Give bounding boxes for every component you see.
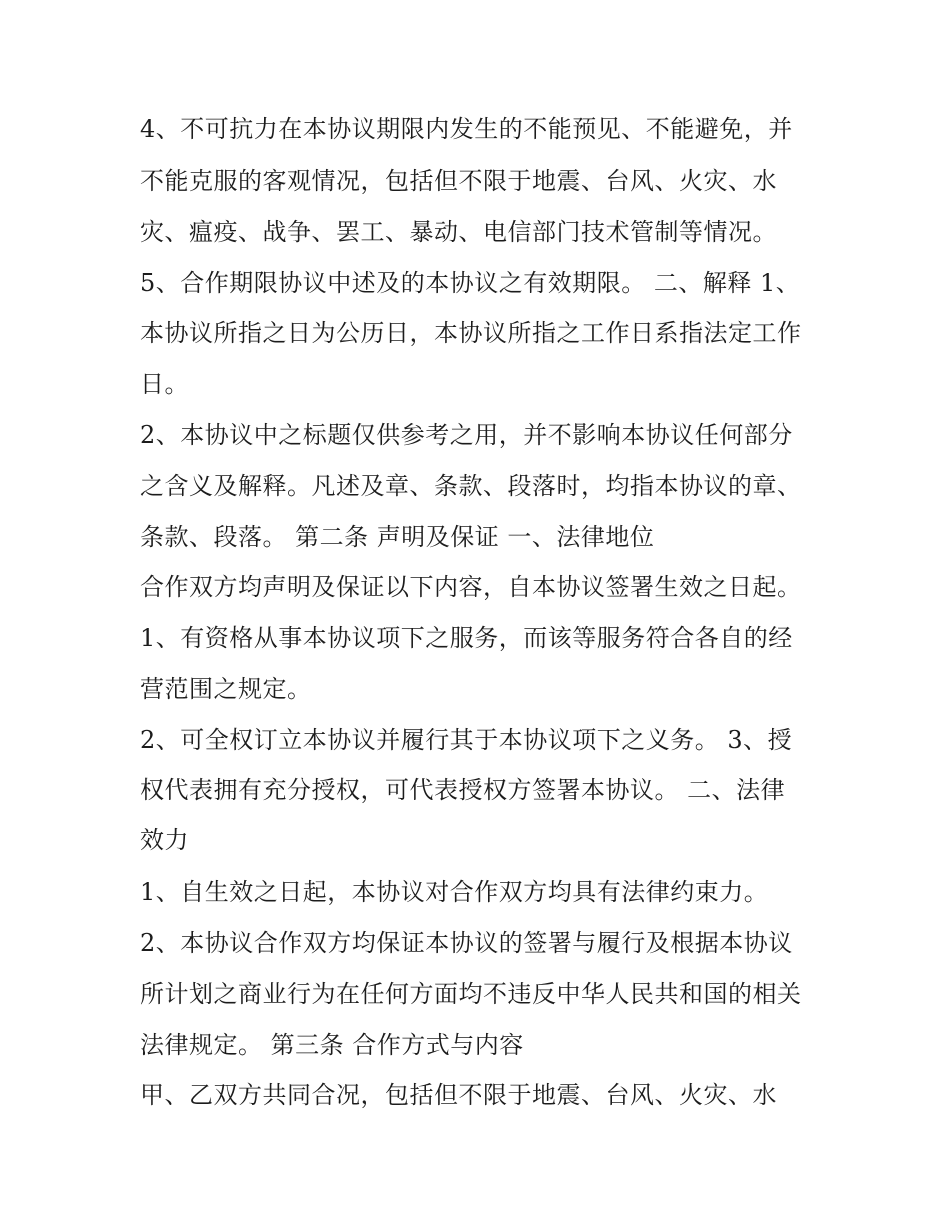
text-line: 所计划之商业行为在任何方面均不违反中华人民共和国的相关 [140, 980, 802, 1008]
text-line: 不能克服的客观情况，包括但不限于地震、台风、火灾、水 [140, 167, 777, 195]
text-line: 2、本协议中之标题仅供参考之用，并不影响本协议任何部分 [140, 421, 793, 449]
text-line: 效力 [140, 826, 189, 854]
text-line: 本协议所指之日为公历日，本协议所指之工作日系指法定工作 [140, 319, 802, 347]
text-line: 1、有资格从事本协议项下之服务，而该等服务符合各自的经 [140, 624, 793, 652]
text-line: 之含义及解释。凡述及章、条款、段落时，均指本协议的章、 [140, 472, 802, 500]
text-line: 2、可全权订立本协议并履行其于本协议项下之义务。 3、授 [140, 726, 793, 754]
text-line: 营范围之规定。 [140, 675, 312, 703]
text-line: 2、本协议合作双方均保证本协议的签署与履行及根据本协议 [140, 929, 793, 957]
text-line: 条款、段落。 第二条 声明及保证 一、法律地位 [140, 523, 655, 551]
text-line: 日。 [140, 370, 189, 398]
text-line: 灾、瘟疫、战争、罢工、暴动、电信部门技术管制等情况。 [140, 218, 777, 246]
text-line: 合作双方均声明及保证以下内容，自本协议签署生效之日起。 [140, 573, 802, 601]
text-line: 1、自生效之日起，本协议对合作双方均具有法律约束力。 [140, 878, 769, 906]
text-line: 权代表拥有充分授权，可代表授权方签署本协议。 二、法律 [140, 776, 786, 804]
text-line: 5、合作期限协议中述及的本协议之有效期限。 二、解释 1、 [140, 269, 801, 297]
text-line: 4、不可抗力在本协议期限内发生的不能预见、不能避免，并 [140, 115, 793, 143]
text-line: 法律规定。 第三条 合作方式与内容 [140, 1031, 524, 1059]
text-line: 甲、乙双方共同合况，包括但不限于地震、台风、火灾、水 [140, 1081, 777, 1109]
